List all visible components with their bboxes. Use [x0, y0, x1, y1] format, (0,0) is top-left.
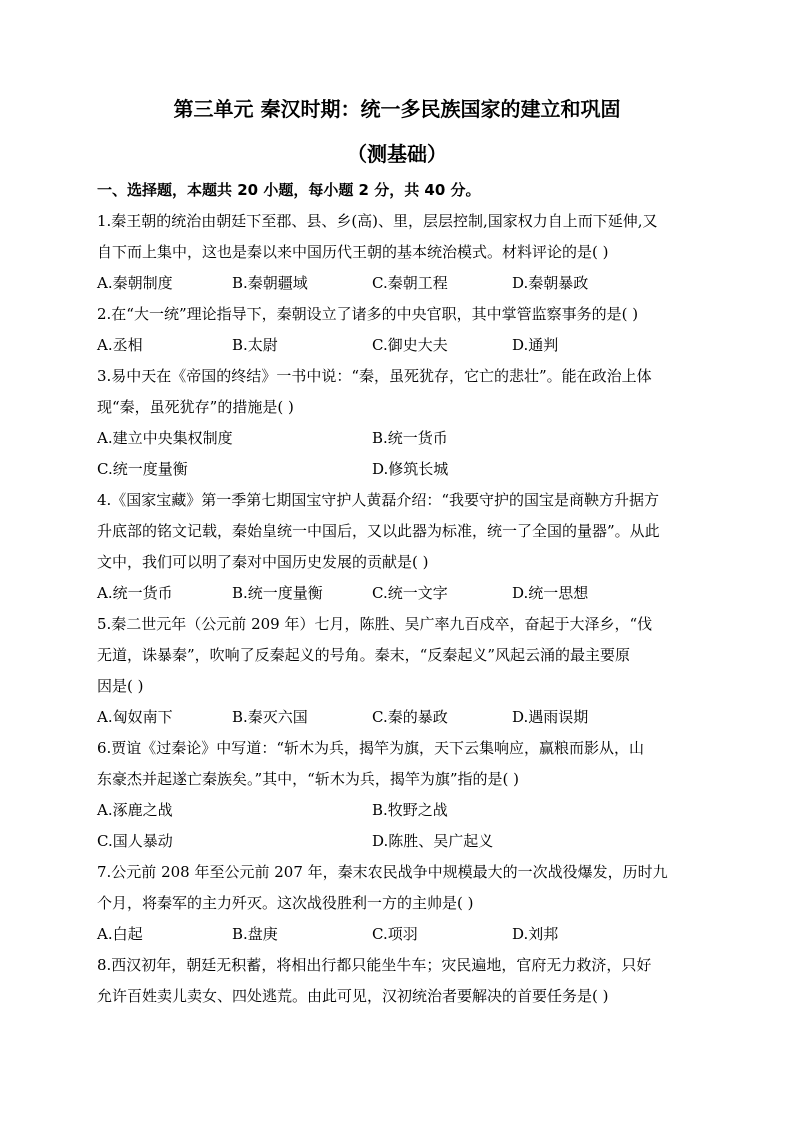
question-7-option-a: A.白起 — [97, 925, 143, 943]
question-7-option-b: B.盘庚 — [232, 925, 278, 943]
document-title: 第三单元 秦汉时期：统一多民族国家的建立和巩固 — [173, 97, 621, 121]
question-4-line-3: 文中，我们可以明了秦对中国历史发展的贡献是( ) — [97, 553, 429, 571]
question-6-option-d: D.陈胜、吴广起义 — [372, 832, 494, 850]
question-1-option-c: C.秦朝工程 — [372, 274, 448, 292]
question-4-option-d: D.统一思想 — [512, 584, 589, 602]
question-1-line-2: 自下而上集中，这也是秦以来中国历代王朝的基本统治模式。材料评论的是( ) — [97, 243, 609, 261]
question-5-option-d: D.遇雨误期 — [512, 708, 589, 726]
question-3-option-a: A.建立中央集权制度 — [97, 429, 233, 447]
question-2-line-1: 2.在“大一统”理论指导下，秦朝设立了诸多的中央官职，其中掌管监察事务的是( ) — [97, 305, 639, 323]
question-3-option-b: B.统一货币 — [372, 429, 448, 447]
question-4-line-2: 升底部的铭文记载，秦始皇统一中国后，又以此器为标准，统一了全国的量器”。从此 — [97, 522, 660, 540]
question-4-option-c: C.统一文字 — [372, 584, 448, 602]
question-5-line-1: 5.秦二世元年（公元前 209 年）七月，陈胜、吴广率九百戍卒，奋起于大泽乡，“伐 — [97, 615, 653, 633]
question-6-option-c: C.国人暴动 — [97, 832, 173, 850]
question-1-option-d: D.秦朝暴政 — [512, 274, 589, 292]
question-3-option-c: C.统一度量衡 — [97, 460, 188, 478]
question-6-option-b: B.牧野之战 — [372, 801, 448, 819]
question-2-option-c: C.御史大夫 — [372, 336, 448, 354]
question-6-option-a: A.涿鹿之战 — [97, 801, 173, 819]
question-2-option-a: A.丞相 — [97, 336, 143, 354]
question-8-line-1: 8.西汉初年，朝廷无积蓄，将相出行都只能坐牛车；灾民遍地，官府无力救济，只好 — [97, 956, 652, 974]
question-2-option-b: B.太尉 — [232, 336, 278, 354]
question-7-option-d: D.刘邦 — [512, 925, 559, 943]
section-header: 一、选择题，本题共 20 小题，每小题 2 分，共 40 分。 — [97, 181, 481, 199]
question-3-line-2: 现“秦，虽死犹存”的措施是( ) — [97, 398, 294, 416]
question-7-line-1: 7.公元前 208 年至公元前 207 年，秦末农民战争中规模最大的一次战役爆发，历时九 — [97, 863, 668, 881]
question-4-option-b: B.统一度量衡 — [232, 584, 323, 602]
question-5-option-b: B.秦灭六国 — [232, 708, 308, 726]
question-2-option-d: D.通判 — [512, 336, 559, 354]
question-5-option-c: C.秦的暴政 — [372, 708, 448, 726]
question-6-line-2: 东豪杰并起遂亡秦族矣。”其中，“斩木为兵，揭竿为旗”指的是( ) — [97, 770, 519, 788]
question-7-option-c: C.项羽 — [372, 925, 418, 943]
question-4-option-a: A.统一货币 — [97, 584, 173, 602]
question-3-line-1: 3.易中天在《帝国的终结》一书中说：“秦，虽死犹存，它亡的悲壮”。能在政治上体 — [97, 367, 652, 385]
question-5-line-3: 因是( ) — [97, 677, 144, 695]
question-6-line-1: 6.贾谊《过秦论》中写道：“斩木为兵，揭竿为旗，天下云集响应，赢粮而影从，山 — [97, 739, 644, 757]
question-3-option-d: D.修筑长城 — [372, 460, 449, 478]
question-4-line-1: 4.《国家宝藏》第一季第七期国宝守护人黄磊介绍：“我要守护的国宝是商鞅方升据方 — [97, 491, 659, 509]
question-7-line-2: 个月，将秦军的主力歼灭。这次战役胜利一方的主帅是( ) — [97, 894, 474, 912]
question-5-option-a: A.匈奴南下 — [97, 708, 173, 726]
question-1-line-1: 1.秦王朝的统治由朝廷下至郡、县、乡(高)、里，层层控制,国家权力自上而下延伸,又 — [97, 212, 658, 230]
question-8-line-2: 允许百姓卖儿卖女、四处逃荒。由此可见，汉初统治者要解决的首要任务是( ) — [97, 987, 609, 1005]
question-5-line-2: 无道，诛暴秦”，吹响了反秦起义的号角。秦末，“反秦起义”风起云涌的最主要原 — [97, 646, 631, 664]
question-1-option-a: A.秦朝制度 — [97, 274, 173, 292]
question-1-option-b: B.秦朝疆域 — [232, 274, 308, 292]
document-subtitle: （测基础） — [347, 142, 447, 166]
